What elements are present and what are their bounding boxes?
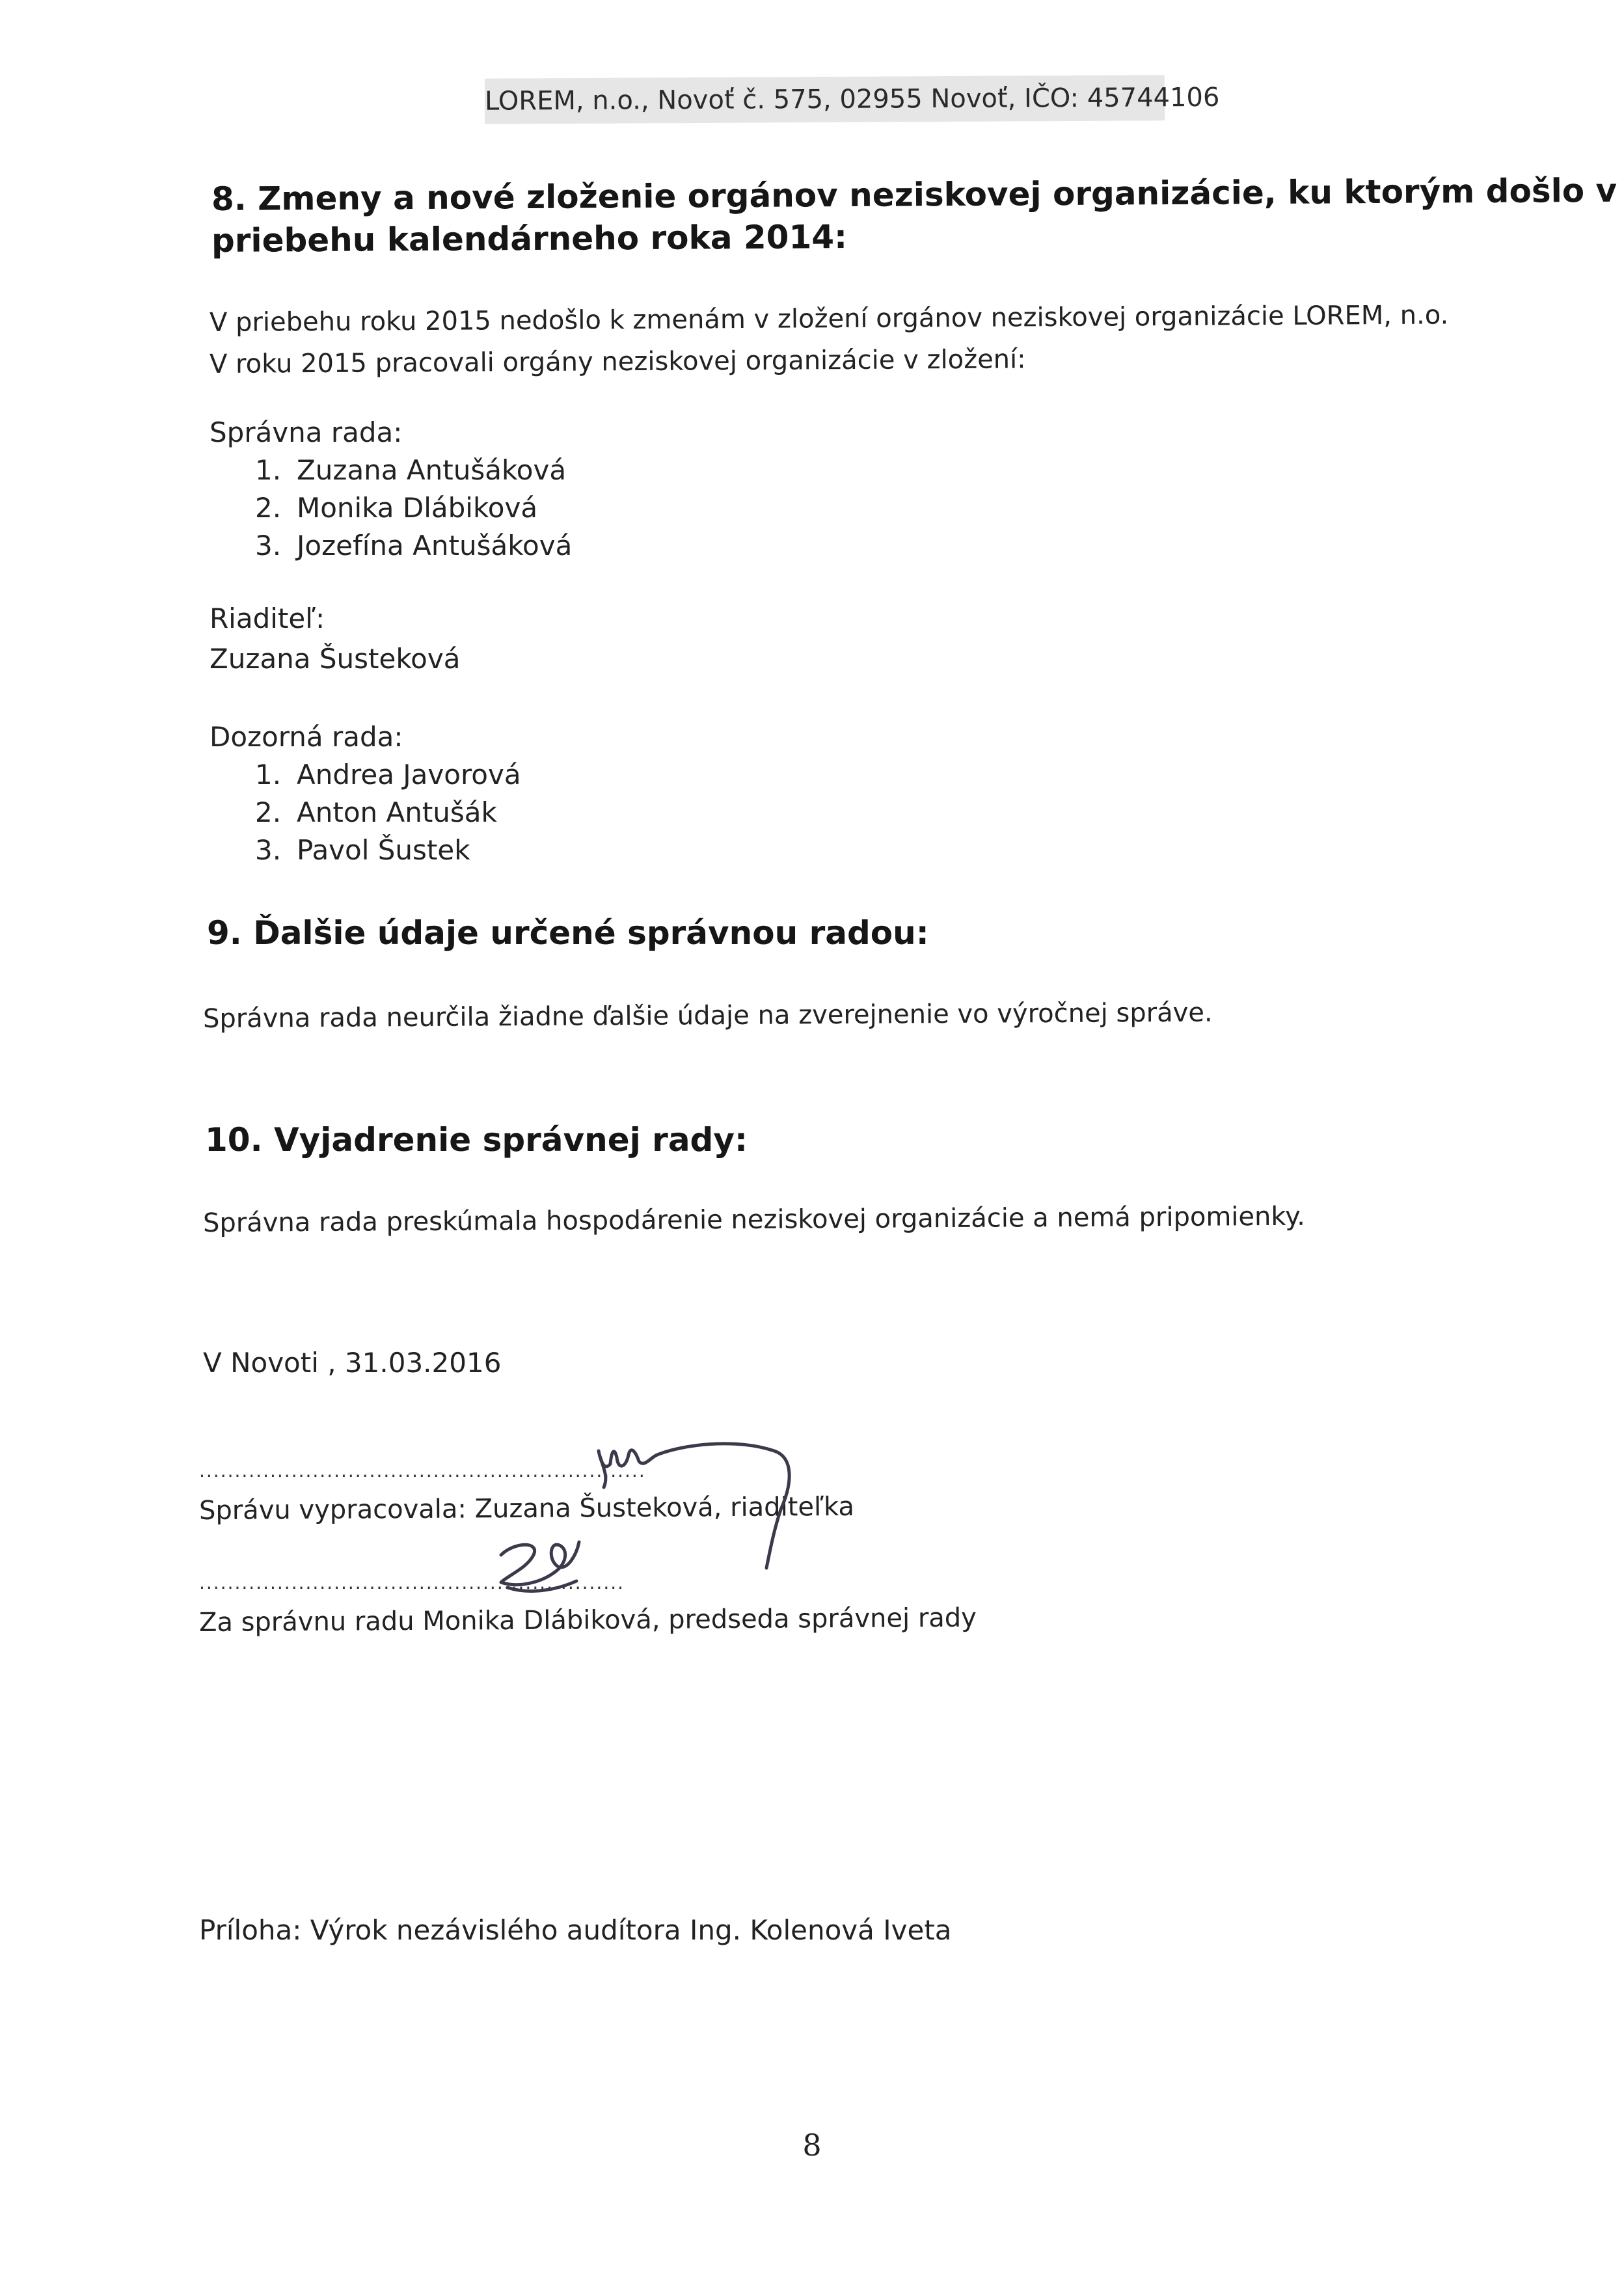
- list-number: 2.: [255, 492, 282, 524]
- section-10-text: Správna rada preskúmala hospodárenie neziskovej organizácie a nemá pripomienky.: [202, 1201, 1305, 1238]
- section-9-text: Správna rada neurčila žiadne ďalšie údaje na zverejnenie vo výročnej správe.: [202, 997, 1213, 1034]
- signature-line-2: Za správnu radu Monika Dlábiková, predseda správnej rady: [198, 1603, 977, 1638]
- member-name: Jozefína Antušáková: [297, 530, 573, 561]
- list-number: 2.: [255, 796, 282, 828]
- member-name: Zuzana Antušáková: [297, 454, 567, 486]
- signature-line-1: Správu vypracovala: Zuzana Šusteková, riaditeľka: [198, 1491, 855, 1526]
- supervisory-label: Dozorná rada:: [210, 721, 403, 753]
- list-number: 1.: [255, 759, 282, 791]
- section-8-heading-line-2: priebehu kalendárneho roka 2014:: [211, 218, 848, 260]
- section-8-paragraph-line-1: V priebehu roku 2015 nedošlo k zmenám v zložení orgánov neziskovej organizácie LOREM, n.o.: [209, 300, 1449, 338]
- signature-chair: [481, 1529, 599, 1607]
- member-name: Anton Antušák: [297, 796, 497, 828]
- signature-director: [586, 1425, 833, 1581]
- board-member: [255, 452, 566, 489]
- letterhead: LOREM, n.o., Novoť č. 575, 02955 Novoť, IČO: 45744106: [485, 75, 1165, 124]
- section-8-paragraph-line-2: V roku 2015 pracovali orgány neziskovej organizácie v zložení:: [209, 344, 1026, 379]
- supervisory-member: [255, 756, 521, 794]
- board-member: [255, 489, 537, 527]
- supervisory-member: [255, 832, 470, 869]
- list-number: 3.: [255, 530, 282, 561]
- signature-dots-1: ...............................................................: [199, 1460, 646, 1481]
- director-name: Zuzana Šusteková: [210, 643, 461, 675]
- signature-dots-2: ............................................................: [199, 1572, 625, 1593]
- section-9-heading: 9. Ďalšie údaje určené správnou radou:: [207, 914, 929, 952]
- section-8-heading-line-1: 8. Zmeny a nové zloženie orgánov neziskovej organizácie, ku ktorým došlo v: [211, 171, 1617, 218]
- section-10-heading: 10. Vyjadrenie správnej rady:: [205, 1121, 748, 1159]
- member-name: Monika Dlábiková: [297, 492, 538, 524]
- list-number: 3.: [255, 834, 282, 866]
- page-number: 8: [802, 2128, 822, 2163]
- place-and-date: V Novoti , 31.03.2016: [203, 1347, 502, 1379]
- attachment-note: Príloha: Výrok nezávislého audítora Ing. Kolenová Iveta: [199, 1914, 952, 1946]
- board-member: [255, 527, 572, 565]
- member-name: Pavol Šustek: [297, 834, 470, 866]
- member-name: Andrea Javorová: [297, 759, 521, 791]
- board-label: Správna rada:: [210, 416, 403, 448]
- list-number: 1.: [255, 454, 282, 486]
- director-label: Riaditeľ:: [210, 602, 325, 634]
- supervisory-member: [255, 794, 497, 832]
